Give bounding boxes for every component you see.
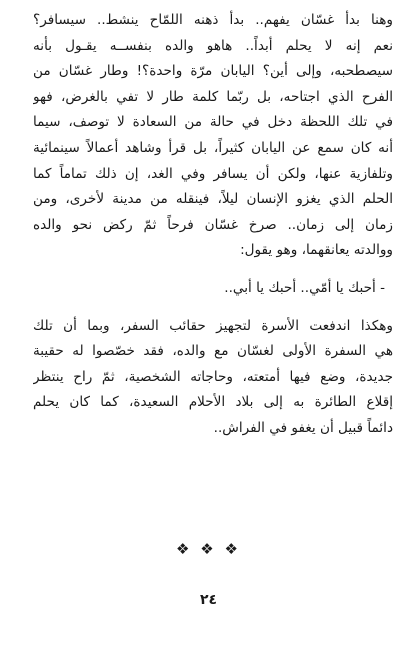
text-line: وتلفازية عنها، ولكن أن يسافر وفي الغد، إن ذلك تماماً كما [33, 165, 393, 182]
text-line: الفرح الذي اجتاحه، بل ربّما كلمة طار لا تفي بالغرض، فهو [33, 88, 393, 105]
page-number: ٢٤ [199, 592, 218, 608]
text-line: إقلاع الطائرة به إلى بلاد الأحلام السعيدة، كما كان يحلم [33, 394, 393, 411]
text-line: دائماً قبيل أن يغفو في الفراش.. [213, 419, 393, 436]
text-line: الحلم الذي يغزو الإنسان ليلاً، فينقله من مدينة لأخرى، ومن [33, 191, 393, 208]
text-line: أنه كان سمع عن اليابان كثيراً، بل قرأ وشاهد أعمالاً سينمائية [33, 139, 393, 156]
text-line: زمان إلى زمان.. صرخ غسّان فرحاً ثمّ ركض نحو والده [33, 216, 393, 233]
page-text [33, 8, 393, 442]
dialogue-line: - أحبك يا أمّي.. أحبك يا أبي.. [224, 279, 385, 296]
section-divider-ornament: ❖ ❖ ❖ [176, 540, 241, 558]
text-line: في تلك اللحظة دخل في حالة من السعادة لا توصف، سيما [33, 114, 393, 131]
paragraph-gap [33, 264, 393, 276]
paragraph-gap [33, 302, 393, 314]
text-line: وهكذا اندفعت الأسرة لتجهيز حقائب السفر، وبما أن تلك [33, 317, 393, 334]
text-line: سيصطحبه، وإلى أين؟ اليابان مرّة واحدة؟! وطار غسّان من [33, 63, 393, 80]
text-line: نعم إنه لا يحلم أبداً.. هاهو والده بنفســه يقـول بأنه [33, 37, 393, 54]
text-line: وهنا بدأ غسّان يفهم.. بدأ ذهنه اللمّاح ينشط.. سيسافر؟ [33, 12, 393, 28]
text-line: جديدة، وضع فيها أمتعته، وحاجاته الشخصية، ثمّ راح ينتظر [33, 368, 393, 385]
text-line: ووالدته يعانقهما، وهو يقول: [240, 242, 393, 259]
text-line: هي السفرة الأولى لغسّان مع والده، فقد خصّصوا له حقيبة [33, 343, 393, 360]
